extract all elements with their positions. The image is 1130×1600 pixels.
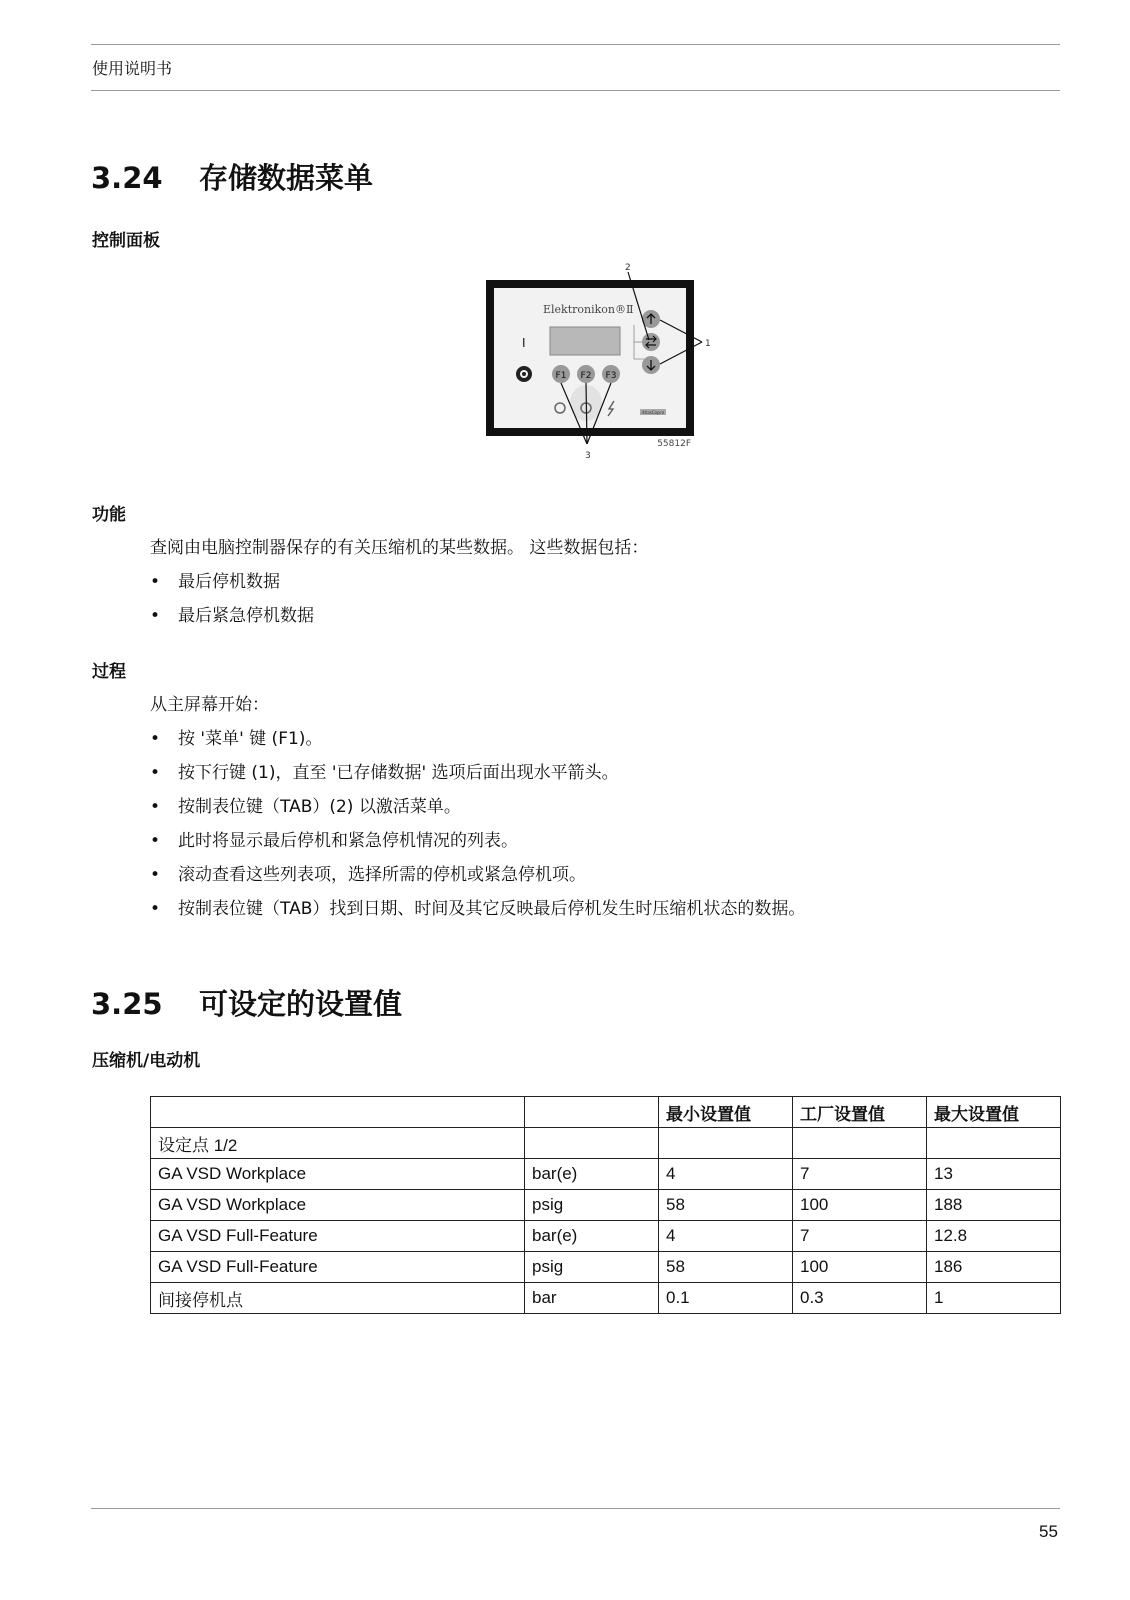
table-header: [151, 1097, 525, 1128]
footer-rule: [91, 1508, 1060, 1509]
function-heading: 功能: [92, 505, 126, 525]
table-cell: 13: [927, 1159, 1061, 1190]
table-cell: 12.8: [927, 1221, 1061, 1252]
table-row: [151, 1221, 1061, 1252]
table-cell: 设定点 1/2: [151, 1128, 525, 1159]
table-cell: 100: [793, 1190, 927, 1221]
table-cell: [793, 1128, 927, 1159]
table-row: [151, 1128, 1061, 1159]
brand-label: Elektronikon®Ⅱ: [543, 303, 634, 316]
table-header: 工厂设置值: [793, 1097, 927, 1128]
table-cell: 1: [927, 1283, 1061, 1314]
table-header: [525, 1097, 659, 1128]
process-heading: 过程: [92, 662, 126, 682]
section-title-text: 可设定的设置值: [199, 987, 403, 1021]
table-header: 最小设置值: [659, 1097, 793, 1128]
table-cell: 188: [927, 1190, 1061, 1221]
table-row: [151, 1159, 1061, 1190]
table-cell: GA VSD Full-Feature: [151, 1221, 525, 1252]
list-item: • 最后紧急停机数据: [150, 606, 314, 626]
table-cell: psig: [525, 1190, 659, 1221]
table-cell: 间接停机点: [151, 1283, 525, 1314]
list-item: • 按下行键 (1)，直至 '已存储数据' 选项后面出现水平箭头。: [150, 763, 619, 783]
section-number: 3.24: [91, 161, 163, 195]
table-row: [151, 1252, 1061, 1283]
key-i-label: I: [522, 336, 526, 350]
function-text: 查阅由电脑控制器保存的有关压缩机的某些数据。 这些数据包括：: [150, 538, 649, 558]
control-panel-heading: 控制面板: [92, 231, 160, 251]
brand-logo: AtlasCopco: [641, 410, 665, 415]
table-cell: GA VSD Workplace: [151, 1159, 525, 1190]
f1-label: F1: [555, 371, 567, 381]
table-cell: 0.1: [659, 1283, 793, 1314]
table-cell: bar(e): [525, 1159, 659, 1190]
header-bottom-rule: [91, 90, 1060, 91]
list-item: • 最后停机数据: [150, 572, 280, 592]
table-cell: 100: [793, 1252, 927, 1283]
callout-1-label: 1: [705, 339, 711, 349]
table-cell: [525, 1128, 659, 1159]
table-cell: 4: [659, 1159, 793, 1190]
header-title: 使用说明书: [92, 59, 173, 78]
table-cell: psig: [525, 1252, 659, 1283]
section-title-text: 存储数据菜单: [199, 161, 374, 195]
table-header-row: [151, 1097, 1061, 1128]
table-cell: 58: [659, 1190, 793, 1221]
page-number: 55: [1039, 1522, 1058, 1541]
table-cell: 58: [659, 1252, 793, 1283]
settings-table: [150, 1096, 1061, 1314]
control-panel-figure: [486, 262, 716, 472]
table-cell: bar(e): [525, 1221, 659, 1252]
table-cell: 7: [793, 1221, 927, 1252]
callout-3-label: 3: [585, 451, 591, 461]
list-item: • 此时将显示最后停机和紧急停机情况的列表。: [150, 831, 518, 851]
table-cell: bar: [525, 1283, 659, 1314]
table-cell: 7: [793, 1159, 927, 1190]
list-item: • 滚动查看这些列表项，选择所需的停机或紧急停机项。: [150, 865, 586, 885]
figure-code: 55812F: [657, 439, 691, 449]
table-row: [151, 1190, 1061, 1221]
f3-label: F3: [605, 371, 617, 381]
section-title-3-24: [91, 156, 373, 197]
f2-label: F2: [580, 371, 592, 381]
table-row: [151, 1283, 1061, 1314]
table-cell: GA VSD Workplace: [151, 1190, 525, 1221]
callout-2-label: 2: [625, 263, 631, 273]
table-cell: GA VSD Full-Feature: [151, 1252, 525, 1283]
tab-key: [642, 333, 660, 351]
table-cell: 0.3: [793, 1283, 927, 1314]
list-item: • 按制表位键（TAB）(2) 以激活菜单。: [150, 797, 461, 817]
table-header: 最大设置值: [927, 1097, 1061, 1128]
lcd-display: [550, 327, 620, 355]
table-cell: 4: [659, 1221, 793, 1252]
section-title-3-25: [91, 982, 402, 1023]
process-text: 从主屏幕开始：: [150, 695, 269, 715]
list-item: • 按 '菜单' 键 (F1)。: [150, 729, 323, 749]
table-cell: [659, 1128, 793, 1159]
header-top-rule: [91, 44, 1060, 45]
list-item: • 按制表位键（TAB）找到日期、时间及其它反映最后停机发生时压缩机状态的数据。: [150, 899, 806, 919]
compressor-motor-heading: 压缩机/电动机: [92, 1051, 201, 1071]
section-number: 3.25: [91, 987, 163, 1021]
table-cell: [927, 1128, 1061, 1159]
table-cell: 186: [927, 1252, 1061, 1283]
